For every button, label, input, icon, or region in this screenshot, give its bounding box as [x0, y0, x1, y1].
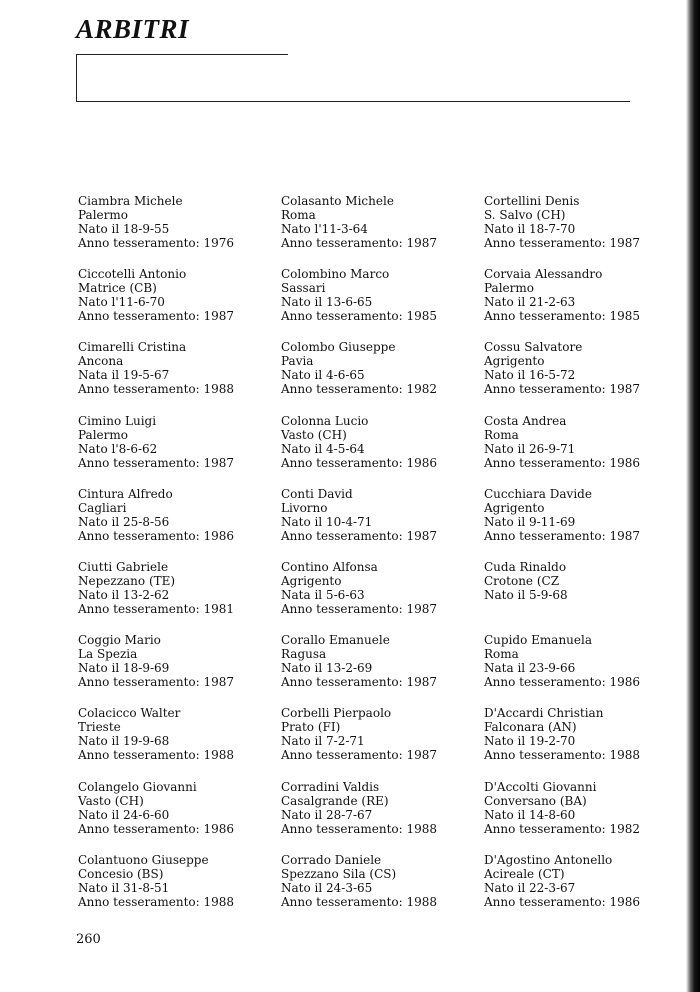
referee-membership-year: Anno tesseramento: 1987: [78, 455, 235, 470]
referee-name: Corradini Valdis: [281, 779, 380, 794]
referee-entry: [78, 780, 278, 836]
referee-city: Agrigento: [484, 500, 545, 515]
section-title: ARBITRI: [76, 14, 190, 44]
referee-membership-year: Anno tesseramento: 1986: [78, 528, 235, 543]
referee-name: Corbelli Pierpaolo: [281, 706, 392, 721]
referee-entry: [78, 267, 278, 323]
referee-birth: Nato il 21-2-63: [484, 295, 576, 310]
referee-name: Corvaia Alessandro: [484, 267, 603, 282]
referee-name: Corrado Daniele: [281, 852, 382, 867]
referee-birth: Nato il 13-2-62: [78, 588, 170, 602]
referee-birth: Nata il 5-6-63: [281, 588, 365, 602]
referee-entry: [281, 267, 481, 323]
referee-membership-year: Anno tesseramento: 1987: [281, 602, 438, 616]
referee-city: Acireale (CT): [484, 866, 565, 881]
referee-birth: Nato il 5-9-68: [484, 588, 568, 602]
referee-membership-year: Anno tesseramento: 1987: [484, 528, 641, 543]
referee-name: Colangelo Giovanni: [78, 779, 197, 794]
referee-birth: Nato il 31-8-51: [78, 880, 170, 895]
referee-name: Cimino Luigi: [78, 413, 157, 428]
referee-name: Colasanto Michele: [281, 194, 394, 208]
referee-membership-year: Anno tesseramento: 1986: [484, 455, 641, 470]
referee-entry: [78, 633, 278, 689]
referee-city: Palermo: [484, 281, 534, 296]
referee-name: Conti David: [281, 486, 353, 501]
referee-entry: [484, 633, 684, 689]
book-spine-shadow: [686, 0, 700, 992]
referee-name: Colonna Lucio: [281, 413, 369, 428]
referee-city: Conversano (BA): [484, 793, 587, 808]
referee-entry: [78, 414, 278, 470]
referee-membership-year: Anno tesseramento: 1988: [78, 894, 235, 909]
referee-city: Ragusa: [281, 647, 327, 662]
referee-name: Colacicco Walter: [78, 706, 181, 721]
title-box-left-border: [76, 54, 77, 102]
referee-membership-year: Anno tesseramento: 1976: [78, 236, 235, 250]
referee-birth: Nato il 10-4-71: [281, 514, 373, 529]
referee-name: Colantuono Giuseppe: [78, 852, 209, 867]
referee-name: Corallo Emanuele: [281, 633, 390, 648]
referee-city: Prato (FI): [281, 720, 341, 735]
referee-entry: [78, 487, 278, 543]
referee-birth: Nato l'11-3-64: [281, 222, 368, 236]
referee-birth: Nato l'8-6-62: [78, 441, 158, 456]
referee-name: Cortellini Denis: [484, 194, 580, 208]
referee-city: Roma: [484, 427, 519, 442]
referee-city: Falconara (AN): [484, 720, 577, 735]
referee-city: Roma: [484, 647, 519, 662]
referee-membership-year: Anno tesseramento: 1987: [281, 675, 438, 690]
referee-entry: [484, 780, 684, 836]
referee-city: Vasto (CH): [281, 427, 347, 442]
page-number: 260: [76, 932, 101, 947]
referee-birth: Nato il 28-7-67: [281, 807, 373, 822]
referee-city: Matrice (CB): [78, 281, 157, 296]
referee-membership-year: Anno tesseramento: 1987: [78, 309, 235, 324]
referee-name: Ciambra Michele: [78, 194, 183, 208]
referee-birth: Nato il 7-2-71: [281, 734, 365, 749]
referee-birth: Nato il 24-6-60: [78, 807, 170, 822]
referee-entry: [484, 194, 684, 250]
referee-birth: Nato il 25-8-56: [78, 514, 170, 529]
referee-entry: [484, 414, 684, 470]
title-box-top-border: [76, 54, 288, 55]
referee-entry: [281, 706, 481, 762]
referee-city: Spezzano Sila (CS): [281, 866, 397, 881]
referee-birth: Nato il 18-9-55: [78, 222, 170, 236]
referee-name: Colombo Giuseppe: [281, 340, 396, 355]
referee-city: Sassari: [281, 281, 326, 296]
referee-city: Cagliari: [78, 500, 127, 515]
referee-name: Cossu Salvatore: [484, 340, 583, 355]
referee-city: S. Salvo (CH): [484, 208, 566, 222]
referee-entry: [484, 267, 684, 323]
referee-birth: Nata il 23-9-66: [484, 661, 576, 676]
referee-city: Ancona: [78, 354, 124, 369]
referee-entry: [281, 487, 481, 543]
referee-entry: [281, 340, 481, 396]
referee-name: D'Accolti Giovanni: [484, 779, 597, 794]
referee-name: Colombino Marco: [281, 267, 390, 282]
referee-city: Roma: [281, 208, 316, 222]
referee-name: Ciutti Gabriele: [78, 560, 169, 574]
referee-birth: Nato il 14-8-60: [484, 807, 576, 822]
referee-name: Cintura Alfredo: [78, 486, 173, 501]
referee-membership-year: Anno tesseramento: 1982: [281, 382, 438, 397]
referee-name: Ciccotelli Antonio: [78, 267, 187, 282]
referee-membership-year: Anno tesseramento: 1987: [281, 748, 438, 763]
referee-membership-year: Anno tesseramento: 1986: [281, 455, 438, 470]
referee-membership-year: Anno tesseramento: 1988: [484, 748, 641, 763]
referee-membership-year: Anno tesseramento: 1981: [78, 602, 235, 616]
referee-membership-year: Anno tesseramento: 1987: [281, 528, 438, 543]
referee-membership-year: Anno tesseramento: 1988: [281, 894, 438, 909]
referee-name: Cupido Emanuela: [484, 633, 592, 648]
referee-name: D'Agostino Antonello: [484, 852, 613, 867]
referee-name: Costa Andrea: [484, 413, 567, 428]
referee-birth: Nato il 16-5-72: [484, 368, 576, 383]
referee-entry: [484, 487, 684, 543]
referee-membership-year: Anno tesseramento: 1987: [78, 675, 235, 690]
referee-membership-year: Anno tesseramento: 1987: [484, 236, 641, 250]
referee-membership-year: Anno tesseramento: 1986: [78, 821, 235, 836]
referee-city: Pavia: [281, 354, 314, 369]
referee-membership-year: Anno tesseramento: 1986: [484, 675, 641, 690]
referee-entry: [281, 194, 481, 250]
referee-membership-year: Anno tesseramento: 1987: [484, 382, 641, 397]
referee-city: Crotone (CZ: [484, 574, 560, 588]
referee-membership-year: Anno tesseramento: 1987: [281, 236, 438, 250]
referee-entry: [281, 560, 481, 616]
referee-entry: [281, 780, 481, 836]
referee-birth: Nato il 9-11-69: [484, 514, 576, 529]
referee-city: Palermo: [78, 208, 128, 222]
referee-birth: Nato il 13-6-65: [281, 295, 373, 310]
referee-city: Vasto (CH): [78, 793, 144, 808]
referee-membership-year: Anno tesseramento: 1985: [281, 309, 438, 324]
referee-birth: Nato il 19-9-68: [78, 734, 170, 749]
referee-name: D'Accardi Christian: [484, 706, 604, 721]
referee-city: Livorno: [281, 500, 328, 515]
referee-birth: Nato il 24-3-65: [281, 880, 373, 895]
title-box-bottom-border: [76, 101, 630, 102]
referee-birth: Nato il 13-2-69: [281, 661, 373, 676]
referee-name: Cucchiara Davide: [484, 486, 592, 501]
referee-membership-year: Anno tesseramento: 1982: [484, 821, 641, 836]
referee-entry: [78, 853, 278, 909]
referee-city: Concesio (BS): [78, 866, 164, 881]
referee-city: Nepezzano (TE): [78, 574, 176, 588]
referee-membership-year: Anno tesseramento: 1988: [281, 821, 438, 836]
referee-birth: Nato il 4-5-64: [281, 441, 365, 456]
referee-name: Cuda Rinaldo: [484, 560, 567, 574]
referee-entry: [281, 414, 481, 470]
referee-birth: Nata il 19-5-67: [78, 368, 170, 383]
referee-membership-year: Anno tesseramento: 1985: [484, 309, 641, 324]
referee-entry: [78, 340, 278, 396]
referee-membership-year: Anno tesseramento: 1986: [484, 894, 641, 909]
referee-entry: [484, 706, 684, 762]
referee-membership-year: Anno tesseramento: 1988: [78, 748, 235, 763]
referee-birth: Nato il 18-7-70: [484, 222, 576, 236]
referee-city: Agrigento: [484, 354, 545, 369]
referee-membership-year: Anno tesseramento: 1988: [78, 382, 235, 397]
referee-birth: Nato il 26-9-71: [484, 441, 576, 456]
referee-city: Palermo: [78, 427, 128, 442]
referee-birth: Nato il 18-9-69: [78, 661, 170, 676]
referee-entry: [78, 706, 278, 762]
referee-entry: [281, 633, 481, 689]
referee-entry: [484, 560, 684, 602]
referee-name: Cimarelli Cristina: [78, 340, 187, 355]
referee-entry: [281, 853, 481, 909]
referee-city: Agrigento: [281, 574, 342, 588]
referee-birth: Nato il 22-3-67: [484, 880, 576, 895]
referee-name: Contino Alfonsa: [281, 560, 378, 574]
referee-birth: Nato il 19-2-70: [484, 734, 576, 749]
referee-city: La Spezia: [78, 647, 138, 662]
referee-name: Coggio Mario: [78, 633, 161, 648]
referee-city: Trieste: [78, 720, 121, 735]
referee-city: Casalgrande (RE): [281, 793, 389, 808]
referee-birth: Nato il 4-6-65: [281, 368, 365, 383]
referee-entry: [78, 560, 278, 616]
referee-entry: [484, 853, 684, 909]
referee-birth: Nato l'11-6-70: [78, 295, 165, 310]
referee-entry: [484, 340, 684, 396]
referee-entry: [78, 194, 278, 250]
